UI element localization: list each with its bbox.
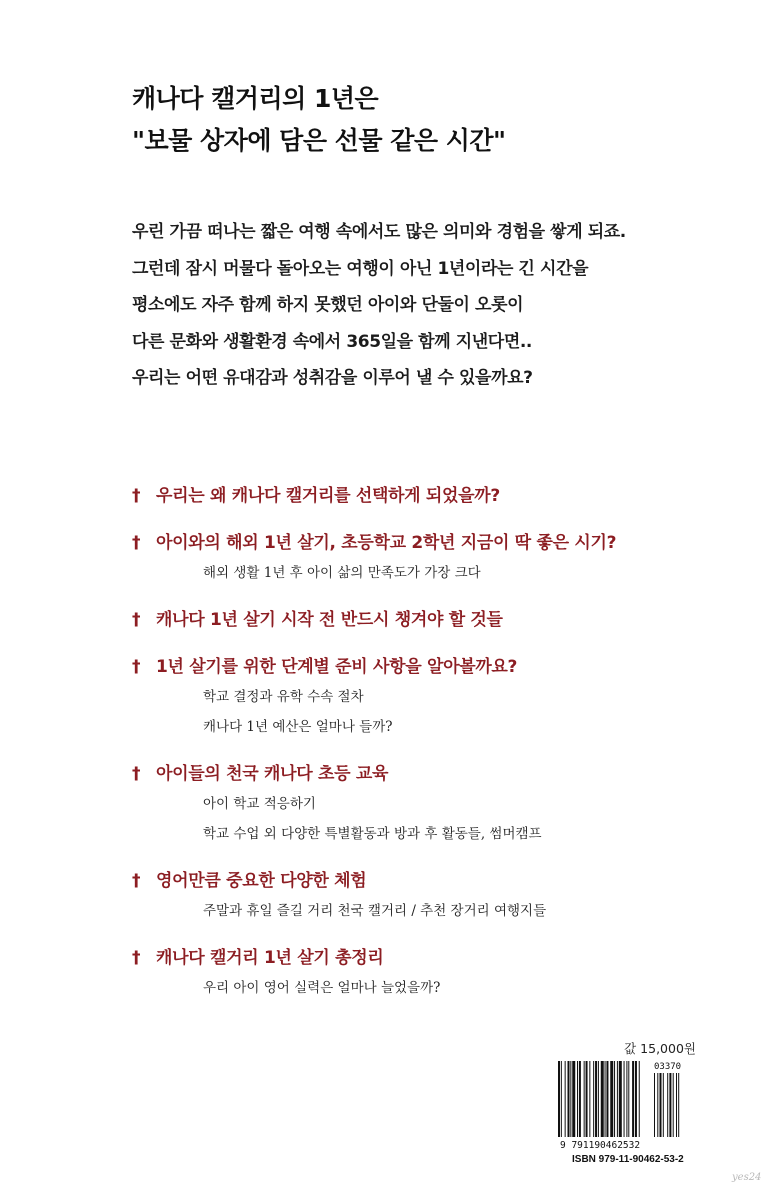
toc-subitem: 주말과 휴일 즐길 거리 천국 캘거리 / 추천 장거리 여행지들 xyxy=(203,903,547,919)
barcode-bar xyxy=(624,1061,625,1137)
barcode-bar xyxy=(584,1061,585,1137)
barcode-number: 9 791190462532 xyxy=(560,1140,641,1151)
barcode-addon-bar xyxy=(657,1073,658,1137)
dagger-bullet-icon: † xyxy=(132,610,141,630)
dagger-bullet-icon: † xyxy=(132,533,141,553)
toc-subitem: 학교 결정과 유학 수속 절차 xyxy=(203,689,364,705)
toc-subitem: 아이 학교 적응하기 xyxy=(203,796,316,812)
intro-line: 그런데 잠시 머물다 돌아오는 여행이 아닌 1년이라는 긴 시간을 xyxy=(132,258,589,279)
barcode-icon xyxy=(556,1061,696,1141)
toc-subitem: 학교 수업 외 다양한 특별활동과 방과 후 활동들, 썸머캠프 xyxy=(203,826,542,842)
barcode-bar xyxy=(579,1061,581,1137)
barcode-addon-bar xyxy=(667,1073,668,1137)
dagger-bullet-icon: † xyxy=(132,948,141,968)
barcode-bar xyxy=(639,1061,640,1137)
price-label: 값 15,000원 xyxy=(624,1041,696,1056)
intro-line: 평소에도 자주 함께 하지 못했던 아이와 단둘이 오롯이 xyxy=(132,295,524,315)
headline-line-2: "보물 상자에 담은 선물 같은 시간" xyxy=(132,126,506,155)
toc-heading xyxy=(132,943,752,973)
barcode-bar xyxy=(558,1061,560,1137)
dagger-bullet-icon: † xyxy=(132,764,141,784)
barcode-addon-number: 03370 xyxy=(654,1062,682,1072)
barcode-bar xyxy=(628,1061,629,1137)
barcode-bar xyxy=(598,1061,599,1137)
dagger-bullet-icon: † xyxy=(132,486,141,506)
barcode-addon-bar xyxy=(676,1073,677,1137)
barcode-addon-bar xyxy=(654,1073,655,1137)
barcode-bar xyxy=(572,1061,575,1137)
toc-heading-text: 캐나다 1년 살기 시작 전 반드시 챙겨야 할 것들 xyxy=(156,610,503,630)
intro-line: 다른 문화와 생활환경 속에서 365일을 함께 지낸다면.. xyxy=(132,331,532,352)
barcode-bar xyxy=(565,1061,566,1137)
toc-subitem: 우리 아이 영어 실력은 얼마나 늘었을까? xyxy=(203,980,441,996)
barcode-bar xyxy=(595,1061,597,1137)
toc-heading-text: 우리는 왜 캐나다 캘거리를 선택하게 되었을까? xyxy=(156,486,500,506)
watermark-logo: yes24 xyxy=(732,1172,762,1183)
barcode-bar xyxy=(570,1061,571,1137)
intro-line: 우리는 어떤 유대감과 성취감을 이루어 낼 수 있을까요? xyxy=(132,368,533,388)
toc-heading xyxy=(132,759,752,789)
intro-paragraph xyxy=(132,214,732,397)
toc-section xyxy=(132,866,752,926)
barcode-addon-bar xyxy=(678,1073,679,1137)
barcode-addon-bar xyxy=(663,1073,664,1137)
barcode-bar xyxy=(586,1061,588,1137)
barcode-bar xyxy=(577,1061,578,1137)
toc-heading-text: 캐나다 캘거리 1년 살기 총정리 xyxy=(156,948,384,968)
toc-section xyxy=(132,605,752,635)
toc-heading-text: 영어만큼 중요한 다양한 체험 xyxy=(156,871,367,891)
toc-subitem: 캐나다 1년 예산은 얼마나 들까? xyxy=(203,719,393,735)
barcode-bar xyxy=(617,1061,618,1137)
barcode-bar xyxy=(606,1061,608,1137)
isbn-text: ISBN 979-11-90462-53-2 xyxy=(572,1154,684,1165)
toc-heading xyxy=(132,652,752,682)
barcode-bar xyxy=(589,1061,590,1137)
barcode-addon-bar xyxy=(660,1073,662,1137)
toc-heading xyxy=(132,866,752,896)
dagger-bullet-icon: † xyxy=(132,657,141,677)
barcode-bar xyxy=(635,1061,637,1137)
toc-heading-text: 1년 살기를 위한 단계별 준비 사항을 알아볼까요? xyxy=(156,657,518,677)
toc-heading xyxy=(132,605,752,635)
barcode-bar xyxy=(593,1061,594,1137)
barcode-addon-bar xyxy=(669,1073,671,1137)
intro-line: 우린 가끔 떠나는 짧은 여행 속에서도 많은 의미와 경험을 쌓게 되죠. xyxy=(132,222,626,242)
headline-line-1: 캐나다 캘거리의 1년은 xyxy=(132,84,379,113)
isbn-barcode xyxy=(556,1061,696,1141)
barcode-bar xyxy=(626,1061,627,1137)
toc-heading xyxy=(132,481,752,511)
toc-section xyxy=(132,528,752,588)
barcode-bar xyxy=(605,1061,606,1137)
barcode-bar xyxy=(601,1061,604,1137)
dagger-bullet-icon: † xyxy=(132,871,141,891)
barcode-bar xyxy=(561,1061,562,1137)
toc-subitem: 해외 생활 1년 후 아이 삶의 만족도가 가장 크다 xyxy=(203,565,481,581)
table-of-contents xyxy=(132,481,752,1020)
barcode-addon-bar xyxy=(673,1073,674,1137)
toc-heading-text: 아이들의 천국 캐나다 초등 교육 xyxy=(156,764,389,784)
headline xyxy=(132,78,732,162)
toc-section xyxy=(132,759,752,849)
barcode-bar xyxy=(610,1061,613,1137)
barcode-bar xyxy=(632,1061,634,1137)
toc-section xyxy=(132,943,752,1003)
barcode-bar xyxy=(619,1061,622,1137)
barcode-bar xyxy=(614,1061,615,1137)
toc-section xyxy=(132,652,752,742)
toc-section xyxy=(132,481,752,511)
toc-heading-text: 아이와의 해외 1년 살기, 초등학교 2학년 지금이 딱 좋은 시기? xyxy=(156,533,617,553)
barcode-bar xyxy=(568,1061,570,1137)
toc-heading xyxy=(132,528,752,558)
